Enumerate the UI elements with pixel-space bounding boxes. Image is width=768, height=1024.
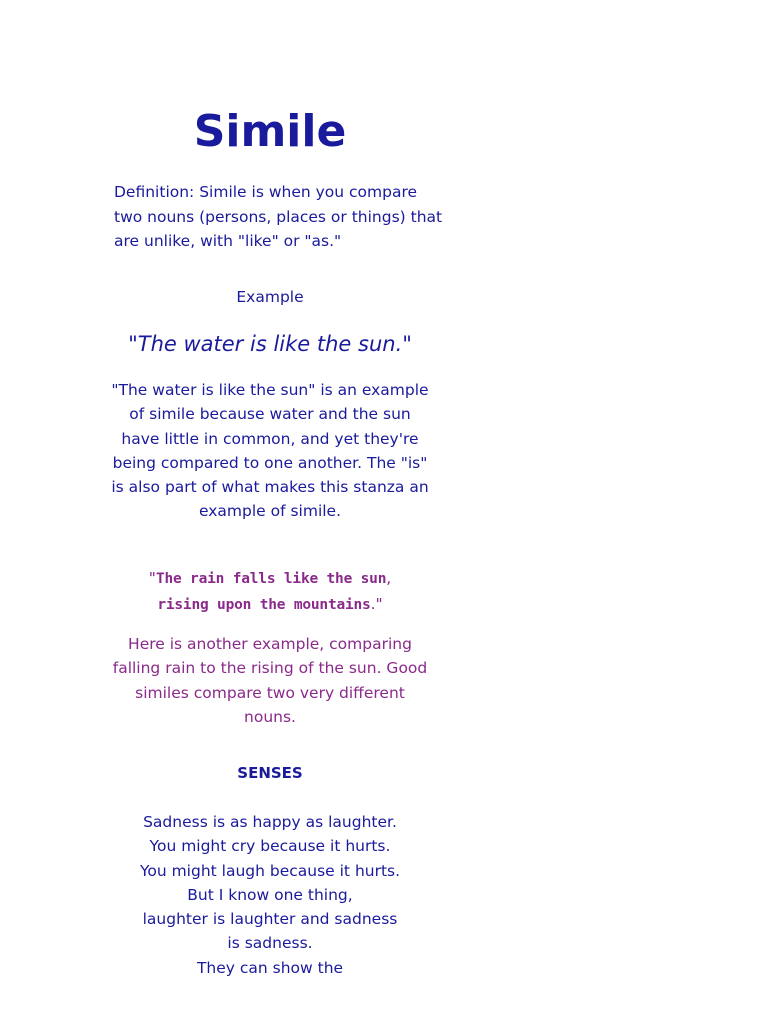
poem-line: You might laugh because it hurts.: [139, 861, 401, 880]
quote-line-2: rising upon the mountains: [157, 596, 371, 613]
second-example-explanation: Here is another example, comparing falling rain to the rising of the sun. Good similes compare two very different nouns.: [112, 635, 428, 726]
poem-line: laughter is laughter and sadness: [142, 910, 398, 929]
quote-line-2-tail: .": [370, 594, 383, 613]
page-title: Simile: [193, 106, 347, 157]
example-label: Example: [236, 288, 304, 306]
poem-line: is sadness.: [227, 934, 313, 953]
quote-line-1: The rain falls like the sun: [155, 571, 387, 587]
example-explanation: "The water is like the sun" is an example of simile because water and the sun have little in common, and yet they're being compared to one another. The "is" is also part of what makes this stanza an example of simile.: [111, 381, 429, 521]
quote-line-1-tail: ,: [386, 569, 392, 587]
definition-paragraph: Definition: Simile is when you compare two nouns (persons, places or things) that are unlike, with "like" or "as.": [114, 183, 443, 250]
senses-heading: SENSES: [237, 764, 303, 782]
quote-open-mark: ": [148, 569, 156, 587]
example-quote: "The water is like the sun.": [128, 332, 412, 356]
poem-line: They can show the: [196, 958, 344, 977]
second-example-quote: [108, 566, 432, 617]
poem: [108, 810, 432, 980]
poem-line: But I know one thing,: [187, 885, 353, 904]
poem-line: Sadness is as happy as laughter.: [143, 813, 397, 831]
poem-line: You might cry because it hurts.: [149, 837, 391, 856]
